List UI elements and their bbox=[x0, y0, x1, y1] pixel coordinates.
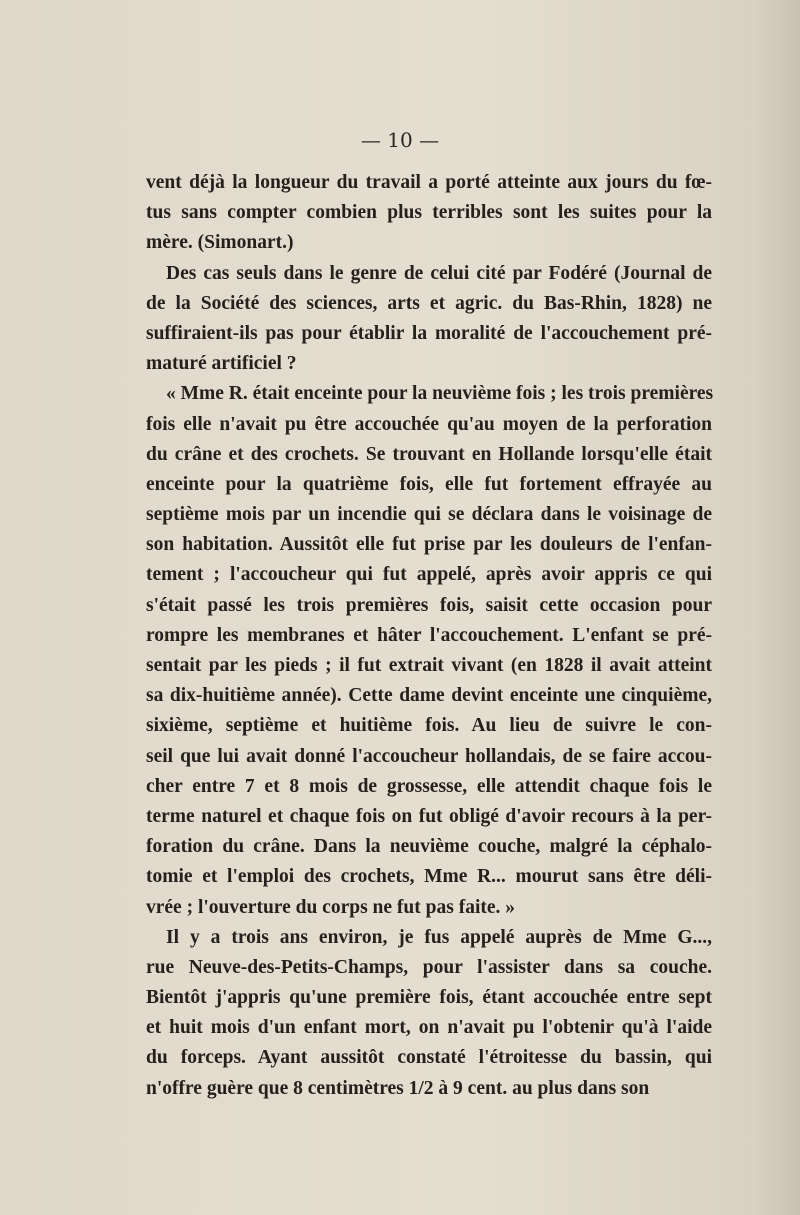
text-line: sa dix-huitième année). Cette dame devint enceinte une cinquième, bbox=[146, 685, 712, 707]
text-line: septième mois par un incendie qui se déclara dans le voisinage de bbox=[146, 504, 712, 526]
text-line: tomie et l'emploi des crochets, Mme R... mourut sans être déli- bbox=[146, 866, 712, 888]
text-line: sentait par les pieds ; il fut extrait vivant (en 1828 il avait atteint bbox=[146, 655, 712, 676]
text-line: rompre les membranes et hâter l'accouchement. L'enfant se pré- bbox=[146, 624, 712, 646]
text-line: vent déjà la longueur du travail a porté atteinte aux jours du fœ- bbox=[146, 172, 712, 193]
text-line: foration du crâne. Dans la neuvième couche, malgré la céphalo- bbox=[146, 836, 712, 858]
text-line: sixième, septième et huitième fois. Au lieu de suivre le con- bbox=[146, 715, 712, 737]
text-line: tement ; l'accoucheur qui fut appelé, après avoir appris ce qui bbox=[146, 564, 712, 586]
text-line: Il y a trois ans environ, je fus appelé auprès de Mme G..., bbox=[166, 926, 712, 948]
text-line: rue Neuve-des-Petits-Champs, pour l'assister dans sa couche. bbox=[146, 956, 712, 978]
text-line: de la Société des sciences, arts et agric. du Bas-Rhin, 1828) ne bbox=[146, 292, 712, 314]
text-line: enceinte pour la quatrième fois, elle fut fortement effrayée au bbox=[146, 473, 712, 495]
text-line: terme naturel et chaque fois on fut obligé d'avoir recours à la per- bbox=[146, 805, 712, 827]
body-text bbox=[146, 168, 712, 1104]
page-number: — 10 — bbox=[360, 128, 440, 152]
text-line: son habitation. Aussitôt elle fut prise par les douleurs de l'enfan- bbox=[146, 534, 712, 556]
text-line: vrée ; l'ouverture du corps ne fut pas faite. » bbox=[146, 896, 516, 918]
text-line: et huit mois d'un enfant mort, on n'avait pu l'obtenir qu'à l'aide bbox=[146, 1017, 712, 1039]
text-line: fois elle n'avait pu être accouchée qu'au moyen de la perforation bbox=[146, 413, 712, 435]
text-line: cher entre 7 et 8 mois de grossesse, elle attendit chaque fois le bbox=[146, 775, 712, 797]
text-line: mère. (Simonart.) bbox=[146, 232, 294, 254]
text-line: « Mme R. était enceinte pour la neuvième fois ; les trois premières bbox=[166, 383, 714, 405]
text-line: tus sans compter combien plus terribles sont les suites pour la bbox=[146, 202, 712, 224]
text-line: du forceps. Ayant aussitôt constaté l'étroitesse du bassin, qui bbox=[146, 1047, 712, 1069]
text-line: seil que lui avait donné l'accoucheur hollandais, de se faire accou- bbox=[146, 745, 712, 767]
text-line: Des cas seuls dans le genre de celui cité par Fodéré (Journal de bbox=[166, 262, 712, 284]
text-line: du crâne et des crochets. Se trouvant en Hollande lorsqu'elle était bbox=[146, 443, 712, 465]
text-line: suffiraient-ils pas pour établir la moralité de l'accouchement pré- bbox=[146, 322, 712, 344]
text-line: n'offre guère que 8 centimètres 1/2 à 9 cent. au plus dans son bbox=[146, 1077, 650, 1099]
text-line: maturé artificiel ? bbox=[146, 353, 297, 375]
text-line: Bientôt j'appris qu'une première fois, étant accouchée entre sept bbox=[146, 987, 712, 1009]
text-line: s'était passé les trois premières fois, saisit cette occasion pour bbox=[146, 594, 712, 616]
